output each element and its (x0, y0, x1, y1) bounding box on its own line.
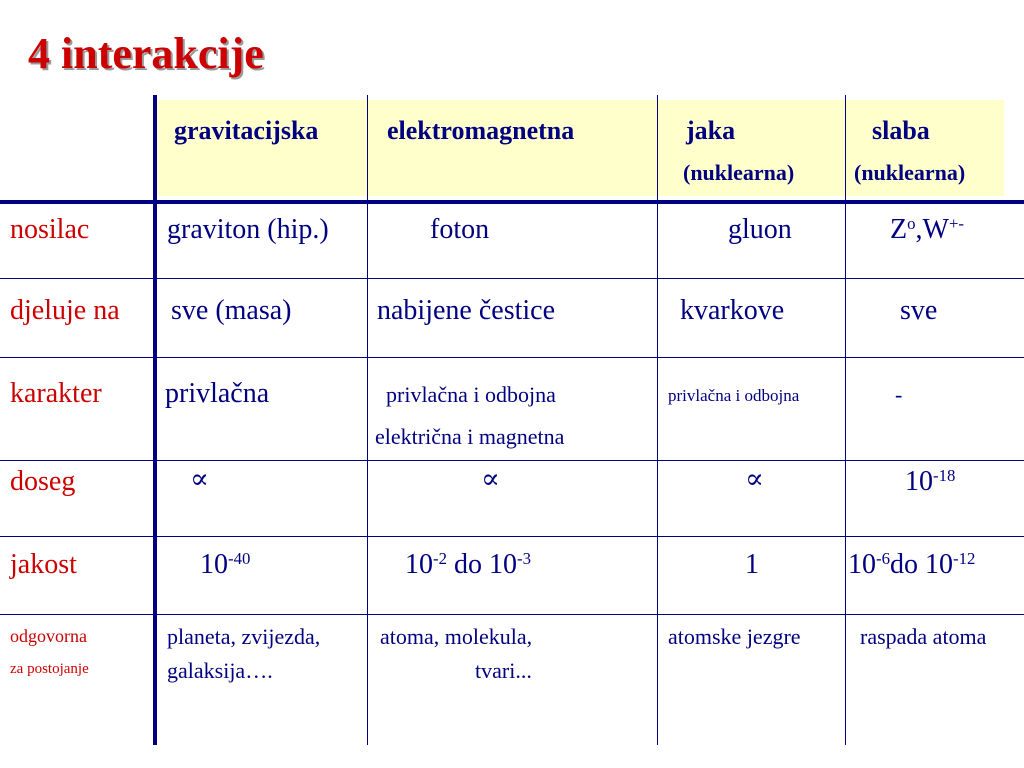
strength-weak: $10^{-6}do$ $10^{-12}$ (848, 548, 976, 580)
row-label-responsible-line1: odgovorna (10, 626, 87, 646)
responsible-electromagnetic-line2: tvari... (475, 658, 532, 683)
row-divider-5 (0, 614, 1024, 615)
column-header-weak: slaba (872, 116, 930, 145)
responsible-gravitational-line1: planeta, zvijezda, (167, 624, 321, 649)
range-strong: ∝ (745, 464, 764, 495)
column-header-electromagnetic: elektromagnetna (387, 116, 575, 145)
column-subheader-strong: (nuklearna) (683, 160, 795, 185)
acts-on-weak: sve (900, 295, 938, 326)
acts-on-strong: kvarkove (680, 295, 785, 326)
character-gravitational: privlačna (165, 378, 270, 409)
responsible-electromagnetic-line1: atoma, molekula, (380, 624, 533, 649)
row-label-strength: jakost (10, 549, 77, 580)
character-strong: privlačna i odbojna (668, 386, 800, 405)
row-divider-3 (0, 460, 1024, 461)
column-divider-em (657, 95, 658, 745)
strength-electromagnetic: $10^{-2}$ do $10^{-3}$ (405, 548, 531, 580)
responsible-strong: atomske jezgre (668, 624, 801, 649)
column-header-strong: jaka (686, 116, 736, 145)
row-label-acts-on: djeluje na (10, 295, 120, 326)
column-divider-strong (845, 95, 846, 745)
page-title: 4 interakcije (28, 29, 264, 78)
carrier-strong: gluon (728, 214, 792, 245)
character-electromagnetic-line2: električna i magnetna (375, 424, 565, 449)
header-divider (0, 200, 1024, 204)
carrier-weak: $Z^o,W^{+-}$ (890, 213, 964, 245)
character-electromagnetic-line1: privlačna i odbojna (386, 382, 556, 407)
row-divider-2 (0, 357, 1024, 358)
carrier-electromagnetic: foton (430, 214, 490, 245)
character-weak: - (895, 382, 903, 407)
responsible-gravitational-line2: galaksija…. (167, 658, 273, 683)
range-electromagnetic: ∝ (481, 464, 500, 495)
acts-on-gravitational: sve (masa) (171, 295, 292, 326)
row-divider-1 (0, 278, 1024, 279)
responsible-weak: raspada atoma (860, 624, 987, 649)
range-gravitational: ∝ (190, 464, 209, 495)
acts-on-electromagnetic: nabijene čestice (377, 295, 556, 326)
row-label-responsible-line2: za postojanje (10, 661, 89, 677)
column-subheader-weak: (nuklearna) (854, 160, 966, 185)
row-label-character: karakter (10, 378, 102, 409)
row-label-range: doseg (10, 466, 76, 497)
row-label-carrier: nosilac (10, 214, 90, 245)
strength-gravitational: $10^{-40}$ (200, 548, 251, 580)
row-divider-4 (0, 536, 1024, 537)
column-divider-grav (367, 95, 368, 745)
carrier-gravitational: graviton (hip.) (167, 214, 329, 245)
strength-strong: 1 (745, 549, 759, 580)
range-weak: $10^{-18}$ (905, 465, 956, 497)
column-header-gravitational: gravitacijska (174, 116, 319, 145)
column-divider-label (153, 95, 157, 745)
